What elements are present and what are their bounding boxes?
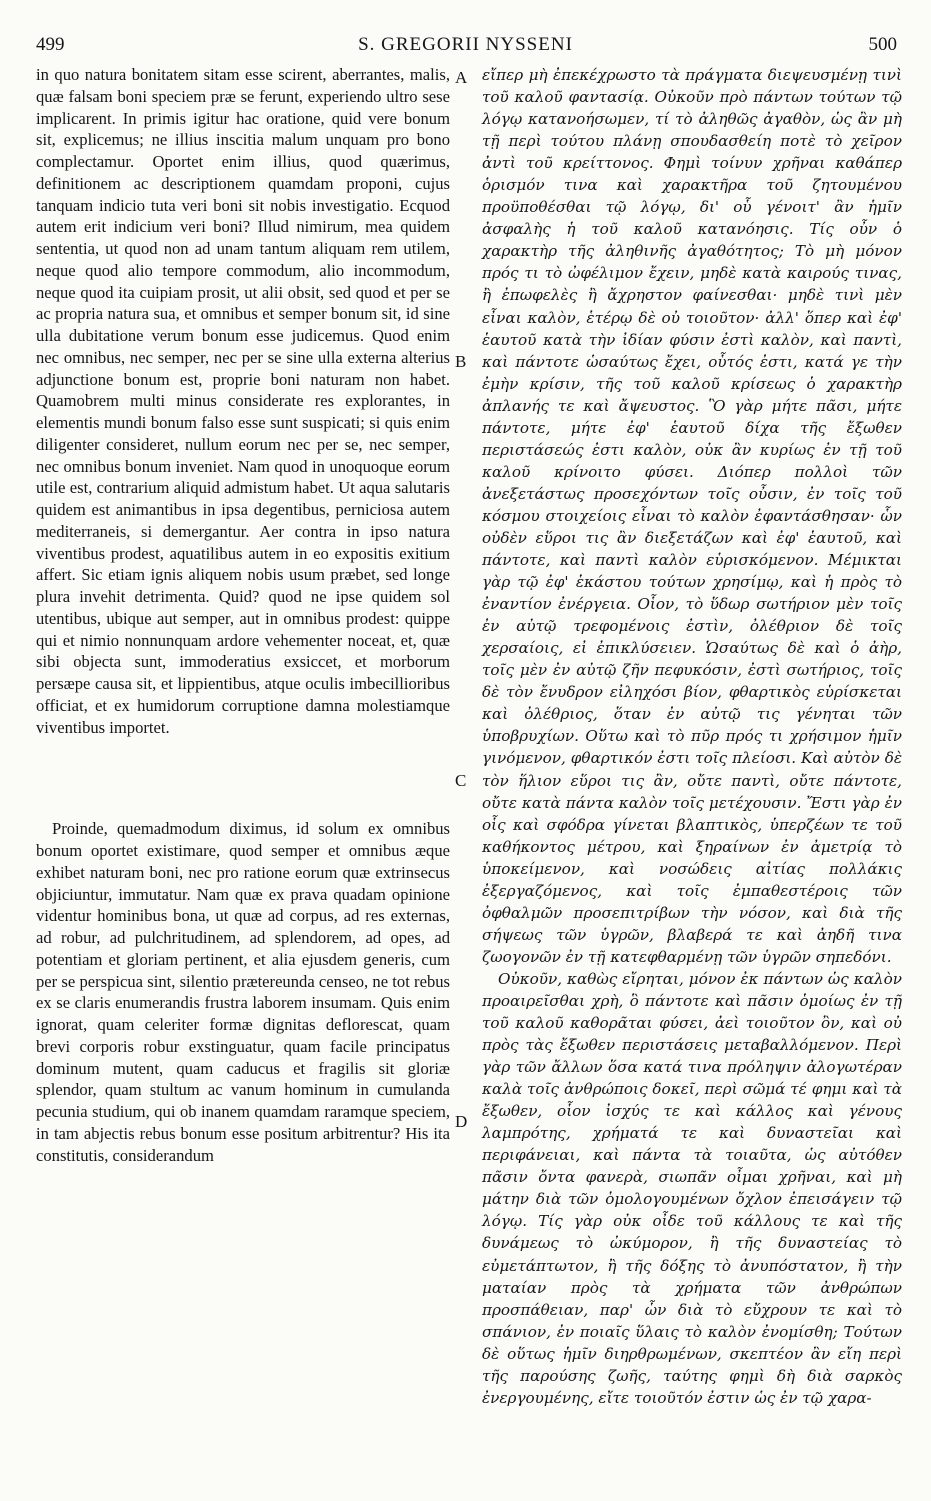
page-number-left: 499 <box>36 34 65 55</box>
margin-marker-d: D <box>455 1112 468 1131</box>
margin-marker-c: C <box>455 771 467 790</box>
margin-marker-b: B <box>455 352 467 371</box>
page-number-right: 500 <box>868 34 897 55</box>
page-header <box>30 34 901 60</box>
greek-column <box>482 64 902 1409</box>
latin-paragraph-2: Proinde, quemadmodum diximus, id solum ex omnibus bonum oportet existimare, quod semper et omnibus æque exhibet naturam boni, nec pro ratione eorum quæ extrinsecus objiciuntur, immutatur. Nam quæ ex prava quadam opinione videntur hominibus bona, ut quæ ad corpus, ad res externas, ad robur, ad pulchritudinem, ad splendorem, ad opes, ad potentiam et gloriam pertinent, et alia ejusdem generis, cum per se perspicua sint, silentio prætereunda censeo, ne tot rebus ex se claris enumerandis frustra laborem insumam. Quis enim ignorat, quam celeriter formæ dignitas deflorescat, quam brevi corporis robur exstinguatur, quam facile principatus dominum mutent, quam caducus et fragilis sit gloriæ splendor, quam stultum ac vanum hominum in cumulanda pecunia studium, qui ob inanem quamdam raramque speciem, in tam abjectis rebus bonum esse positum arbitrentur? His ita constitutis, considerandum <box>36 819 450 1165</box>
greek-paragraph-2: Οὐκοῦν, καθὼς εἴρηται, μόνον ἐκ πάντων ὡς καλὸν προαιρεῖσθαι χρὴ, ὃ πάντοτε καὶ πᾶσιν ὁμοίως ἐν τῇ τοῦ καλοῦ καθορᾶται φύσει, ἀεὶ τοιοῦτον ὂν, καὶ οὐ πρὸς τὰς ἔξωθεν περιστάσεις μεταβαλλόμενον. Περὶ γὰρ τῶν ἄλλων ὅσα κατά τινα πρόληψιν ἀλογωτέραν καλὰ τοῖς ἀνθρώποις δοκεῖ, περὶ σῶμά τέ φημι καὶ τὰ ἔξωθεν, οἷον ἰσχύς τε καὶ κάλλος καὶ γένους λαμπρότης, χρήματά τε καὶ δυναστεῖαι καὶ περιφάνειαι, καὶ πάντα τὰ τοιαῦτα, ὡς αὐτόθεν πᾶσιν ὄντα φανερὰ, σιωπᾶν οἶμαι χρῆναι, καὶ μὴ μάτην διὰ τῶν ὁμολογουμένων ὄχλον ἐπεισάγειν τῷ λόγῳ. Τίς γὰρ οὐκ οἶδε τοῦ κάλλους τε καὶ τῆς δυνάμεως τὸ ὠκύμορον, ἢ τῆς δυναστείας τὸ εὐμετάπτωτον, ἢ τῆς δόξης τὸ ἀνυπόστατον, ἢ τὴν ματαίαν πρὸς τὰ χρήματα τῶν ἀνθρώπων προσπάθειαν, παρ' ὧν διὰ τὸ εὔχρουν τε καὶ τὸ σπάνιον, ἐν ποιαῖς ὕλαις τὸ καλὸν ἐνομίσθη; Τούτων δὲ οὕτως ἡμῖν διηρθρωμένων, σκεπτέον ἂν εἴη περὶ τῆς παρούσης ζωῆς, ταύτης φημὶ δὴ διὰ σαρκὸς ἐνεργουμένης, εἴτε τοιοῦτόν ἐστιν ὡς ἐν τῷ χαρα- <box>482 969 902 1407</box>
greek-paragraph-1: εἴπερ μὴ ἐπεκέχρωστο τὰ πράγματα διεψευσμένῃ τινὶ τοῦ καλοῦ φαντασίᾳ. Οὐκοῦν πρὸ πάντων τούτων τῷ λόγῳ κατανοήσωμεν, τί τὸ ἀληθῶς ἀγαθὸν, ὡς ἂν μὴ τῇ περὶ τούτου πλάνῃ σπουδασθείη ποτὲ τὸ χεῖρον ἀντὶ τοῦ κρείττονος. Φημὶ τοίνυν χρῆναι καθάπερ ὁρισμόν τινα καὶ χαρακτῆρα τοῦ ζητουμένου προϋποθέσθαι τῷ λόγῳ, δι' οὗ γένοιτ' ἂν ἡμῖν ἀσφαλὴς ἡ τοῦ καλοῦ κατανόησις. Τίς οὖν ὁ χαρακτὴρ τῆς ἀληθινῆς ἀγαθότητος; Τὸ μὴ μόνον πρός τι τὸ ὠφέλιμον ἔχειν, μηδὲ κατὰ καιρούς τινας, ἢ ἐπωφελὲς ἢ ἄχρηστον φαίνεσθαι· μηδὲ τινὶ μὲν εἶναι καλὸν, ἑτέρῳ δὲ οὐ τοιοῦτον· ἀλλ' ὅπερ καὶ ἐφ' ἑαυτοῦ κατὰ τὴν ἰδίαν φύσιν ἐστὶ καλὸν, καὶ παντὶ, καὶ πάντοτε ὡσαύτως ἔχει, οὗτός ἐστι, κατά γε τὴν ἐμὴν κρίσιν, τῆς τοῦ καλοῦ κρίσεως ὁ χαρακτὴρ ἀπλανής τε καὶ ἄψευστος. Ὃ γὰρ μήτε πᾶσι, μήτε πάντοτε, μήτε ἐφ' ἑαυτοῦ δίχα τῆς ἔξωθεν περιστάσεώς ἐστι καλὸν, οὐκ ἂν κυρίως ἐν τῇ τοῦ καλοῦ κρίνοιτο φύσει. Διόπερ πολλοὶ τῶν ἀνεξετάστως προσεχόντων τοῖς οὖσιν, ἐν τοῖς τοῦ κόσμου στοιχείοις εἶναι τὸ καλὸν ἐφαντάσθησαν· ὧν οὐδὲν εὕροι τις ἂν διεξετάζων καὶ ἐφ' ἑαυτοῦ, καὶ πάντοτε, καὶ παντὶ καλὸν εὑρισκόμενον. Μέμικται γὰρ τῷ ἐφ' ἑκάστου τούτων χρησίμῳ, καὶ ἡ πρὸς τὸ ἐναντίον ἐνέργεια. Οἷον, τὸ ὕδωρ σωτήριον μὲν τοῖς ἐν αὐτῷ τρεφομένοις ἐστὶν, ὀλέθριον δὲ τοῖς χερσαίοις, εἰ ἐπικλύσειεν. Ὡσαύτως δὲ καὶ ὁ ἀὴρ, τοῖς μὲν ἐν αὐτῷ ζῆν πεφυκόσιν, ἐστὶ σωτήριος, τοῖς δὲ τὸν ἔνυδρον εἰληχόσι βίον, φθαρτικὸς εὑρίσκεται καὶ ὀλέθριος, ὅταν ἐν αὐτῷ τις γένηται τῶν ὑποβρυχίων. Οὕτω καὶ τὸ πῦρ πρός τι χρήσιμον ἡμῖν γινόμενον, φθαρτικόν ἐστι τοῖς πλείοσι. Καὶ αὐτὸν δὲ τὸν ἥλιον εὕροι τις ἂν, οὔτε παντὶ, οὔτε πάντοτε, οὔτε κατὰ πάντα καλὸν τοῖς μετέχουσιν. Ἔστι γὰρ ἐν οἷς καὶ σφόδρα γίνεται βλαπτικὸς, ὑπερζέων τε τοῦ καθήκοντος μέτρου, καὶ ξηραίνων ἐν ἀμετρίᾳ τὸ ὑποκείμενον, καὶ νοσώδεις αἰτίας πολλάκις ἐξεργαζόμενος, καὶ τοῖς ἐμπαθεστέροις τῶν ὀφθαλμῶν προσεπιτρίβων τὴν νόσον, καὶ διὰ τῆς σήψεως τῶν ὑγρῶν, βλαβερά τε καὶ ἀηδῆ τινα ζωογονῶν ἐν τῇ κατεφθαρμένῃ τῶν ὑγρῶν σηπεδόνι. <box>482 66 902 966</box>
running-title: S. GREGORII NYSSENI <box>358 34 573 55</box>
latin-column <box>36 64 450 1166</box>
margin-marker-a: A <box>455 68 468 87</box>
latin-paragraph-1: in quo natura bonitatem sitam esse scirent, aberrantes, malis, quæ falsam boni speciem præ se ferunt, experiendo ultro sese implicarent. In primis igitur hac oratione, quid vere bonum sit, explicemus; ne illius inscitia malum unquam pro bono complectamur. Oportet enim illius, quod quærimus, definitionem ac descriptionem quamdam proponi, cujus tanquam indicio tuta veri boni sit nobis investigatio. Ecquod autem erit indicium veri boni? Illud nimirum, mea quidem sententia, ut quod non ad unam tantum aliquam rem utilem, neque quod alio tempore commodum, alio incommodum, neque quod ita cuipiam prosit, ut alii obsit, sed quod et per se ac propria natura sua, et omnibus et semper bonum sit, id sine ulla dubitatione verum bonum esse judicemus. Quod enim nec omnibus, nec semper, nec per se sine ulla externa alterius adjunctione bonum est, proprie boni naturam non habet. Quamobrem multi minus considerate res explorantes, in elementis mundi bonum falso esse sunt suspicati; si quis enim diligenter consideret, nullum eorum nec per se, nec semper, nec omnibus bonum inveniet. Nam quod in unoquoque eorum utile est, contrarium aliquid admistum habet. Ut aqua salutaris quidem est animantibus in ipsa degentibus, perniciosa autem mediterraneis, si demergantur. Aer contra in ipso natura viventibus prodest, aquatilibus autem in eo expositis exitium affert. Sic etiam ignis aliquem nobis usum præbet, sed longe plura invehit detrimenta. Quid? quod ne ipse quidem sol utentibus, ubique aut semper, aut in omnibus prodest: quippe qui et nimio nonnunquam ardore vehementer noceat, et, quæ sibi objecta sunt, immoderatius exsiccet, et morborum persæpe causa sit, et lippientibus, atque oculis imbecillioribus officiat, et ex humidorum corruptione damna molestiamque viventibus importet. <box>36 65 450 737</box>
